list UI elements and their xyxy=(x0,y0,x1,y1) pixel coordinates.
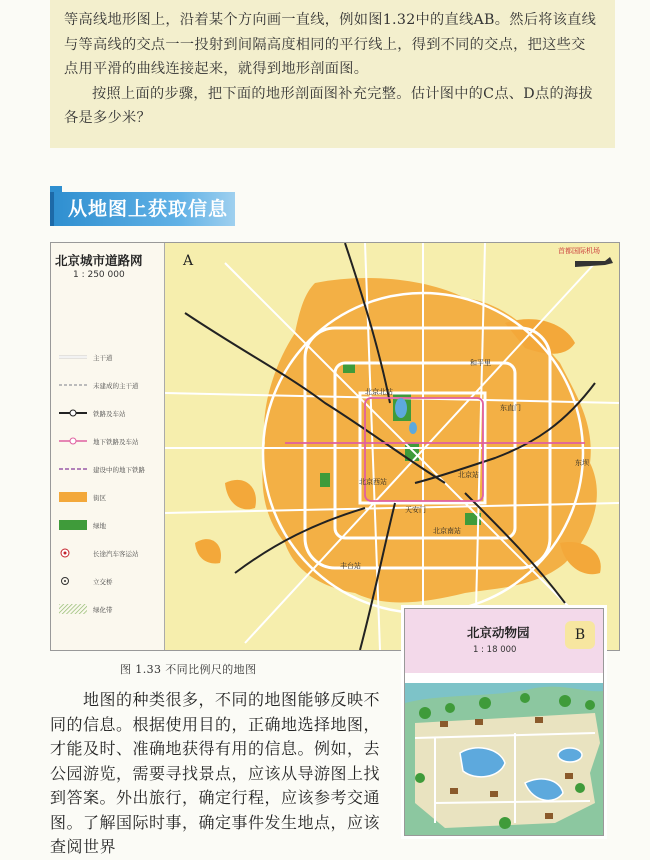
main-road-icon xyxy=(59,352,87,362)
legend-item-block: 街区 xyxy=(59,490,106,504)
tiananmen-label: 天安门 xyxy=(405,506,426,514)
south-station-label: 北京南站 xyxy=(433,527,461,535)
legend-item-subway-construction: 建设中的地下铁路 xyxy=(59,462,145,476)
legend-item-bus-station: 长途汽车客运站 xyxy=(59,546,139,560)
legend-item-railway: 铁路及车站 xyxy=(59,406,126,420)
block-icon xyxy=(59,492,87,502)
zoo-map xyxy=(404,608,604,836)
railway-icon xyxy=(59,408,87,418)
greenland-icon xyxy=(59,520,87,530)
subway-construction-icon xyxy=(59,464,87,474)
map-legend xyxy=(51,243,165,650)
planned-road-icon xyxy=(59,380,87,390)
zoo-map-scale: 1 : 18 000 xyxy=(473,645,517,655)
legend-item-planned-road: 未建成的主干道 xyxy=(59,378,139,392)
legend-item-main-road: 主干道 xyxy=(59,350,113,364)
map-a-title: 北京城市道路网 xyxy=(55,253,143,268)
zoo-map-header xyxy=(405,609,603,673)
legend-item-subway: 地下铁路及车站 xyxy=(59,434,139,448)
zoo-map-letter: B xyxy=(565,621,595,649)
city-map-graphic xyxy=(165,243,620,650)
map-a-scale: 1 : 250 000 xyxy=(73,270,125,280)
beijing-road-map xyxy=(50,242,620,651)
zoo-map-title: 北京动物园 xyxy=(467,625,530,640)
legend-item-greenbelt: 绿化带 xyxy=(59,602,113,616)
intro-box xyxy=(50,0,615,148)
body-paragraph: 地图的种类很多，不同的地图能够反映不同的信息。根据使用目的，正确地选择地图，才能及时、准确地获得有用的信息。例如，去公园游览，需要寻找景点，应该从导游图上找到答案。外出旅行，确定行程，应该参考交通图。了解国际时事，确定事件发生地点，应该查阅世界 xyxy=(50,690,381,856)
figure-caption: 图 1.33 不同比例尺的地图 xyxy=(120,663,257,676)
section-title: 从地图上获取信息 xyxy=(50,192,235,226)
body-text xyxy=(50,688,395,860)
heping-label: 和平里 xyxy=(470,359,491,367)
bus-station-icon xyxy=(59,548,87,558)
west-station-label: 北京西站 xyxy=(359,478,387,486)
north-station-label: 北京北站 xyxy=(365,388,393,396)
main-station-label: 北京站 xyxy=(458,471,479,479)
zoo-map-graphic xyxy=(405,683,603,835)
subway-icon xyxy=(59,436,87,446)
dongzhimen-label: 东直门 xyxy=(500,404,521,412)
city-map-area xyxy=(165,243,620,650)
legend-item-greenland: 绿地 xyxy=(59,518,106,532)
intro-paragraph-2: 按照上面的步骤，把下面的地形剖面图补充完整。估计图中的C点、D点的海拔各是多少米？ xyxy=(64,85,593,126)
fengtai-label: 丰台站 xyxy=(340,562,361,570)
intro-paragraph-1: 等高线地形图上，沿着某个方向画一直线，例如图1.32中的直线AB。然后将该直线与等高线的交点一一投射到间隔高度相同的平行线上，得到不同的交点，把这些交点用平滑的曲线连接起来，就得到地形剖面图。 xyxy=(64,12,597,77)
east-label: 东坝 xyxy=(575,459,589,467)
map-a-letter: A xyxy=(183,253,194,269)
airport-label: 首都国际机场 xyxy=(558,247,600,255)
legend-item-overpass: 立交桥 xyxy=(59,574,113,588)
greenbelt-icon xyxy=(59,604,87,614)
overpass-icon xyxy=(59,576,87,586)
